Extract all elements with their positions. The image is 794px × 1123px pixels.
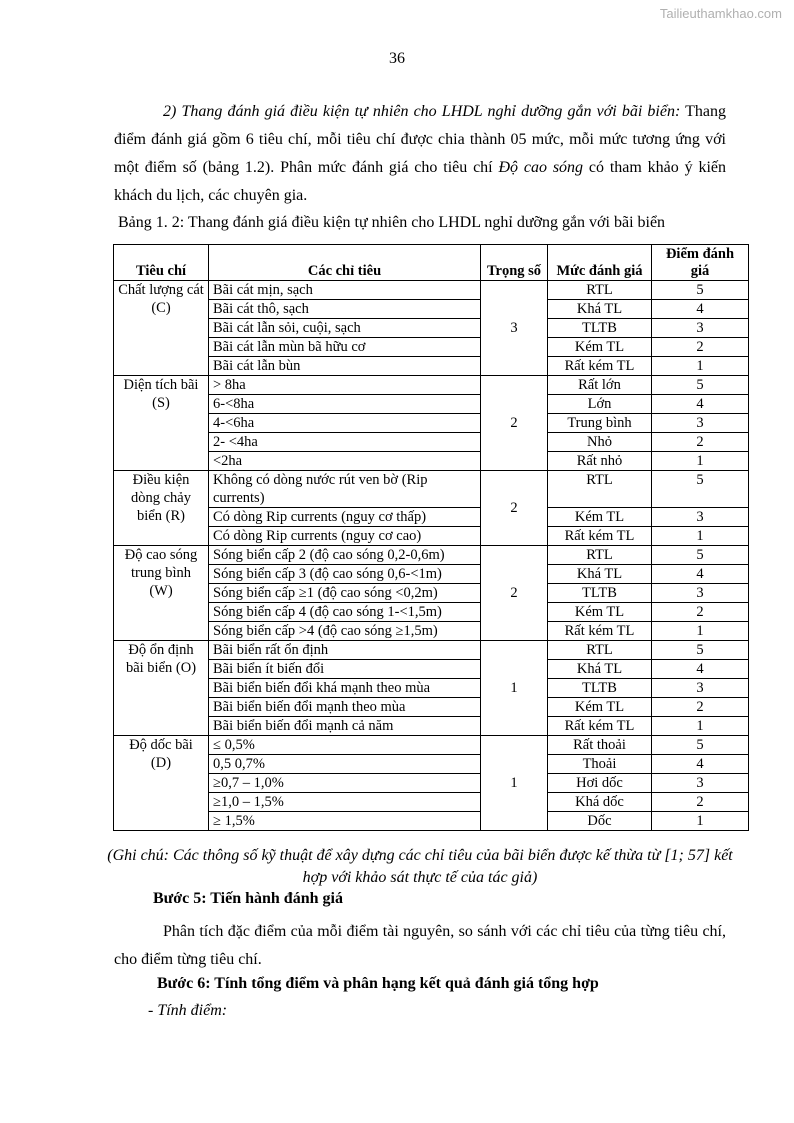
table-row (114, 527, 749, 546)
level-cell: Lớn (548, 395, 652, 414)
level-cell: Khá TL (548, 300, 652, 319)
score-cell: 1 (652, 527, 749, 546)
table-row (114, 319, 749, 338)
score-cell: 5 (652, 376, 749, 395)
score-cell: 1 (652, 357, 749, 376)
indicator-cell: ≤ 0,5% (209, 736, 481, 755)
step5-text: Phân tích đặc điểm của mỗi điểm tài nguyên, so sánh với các chỉ tiêu của từng tiêu chí, cho điểm từng tiêu chí. (114, 923, 726, 968)
header-weight: Trọng số (481, 245, 548, 281)
indicator-cell: Sóng biển cấp 3 (độ cao sóng 0,6-<1m) (209, 565, 481, 584)
intro-heading: 2) Thang đánh giá điều kiện tự nhiên cho LHDL nghỉ dưỡng gắn với bãi biển: (163, 103, 681, 120)
table-row (114, 508, 749, 527)
level-cell: Rất lớn (548, 376, 652, 395)
weight-cell: 2 (481, 471, 548, 546)
table-row (114, 755, 749, 774)
table-row (114, 414, 749, 433)
table-row (114, 812, 749, 831)
level-cell: TLTB (548, 319, 652, 338)
level-cell: Trung bình (548, 414, 652, 433)
level-cell: Khá TL (548, 565, 652, 584)
indicator-cell: Bãi biển biến đổi khá mạnh theo mùa (209, 679, 481, 698)
level-cell: Hơi dốc (548, 774, 652, 793)
page-number: 36 (389, 50, 405, 67)
criteria-table (113, 244, 749, 831)
score-cell: 3 (652, 774, 749, 793)
indicator-cell: 0,5 0,7% (209, 755, 481, 774)
criterion-cell: Độ dốc bãi (D) (114, 736, 209, 831)
score-cell: 5 (652, 546, 749, 565)
table-row (114, 281, 749, 300)
criterion-cell: Điều kiện dòng chảy biển (R) (114, 471, 209, 546)
table-row (114, 546, 749, 565)
level-cell: Dốc (548, 812, 652, 831)
table-header-row (114, 245, 749, 281)
indicator-cell: Bãi biển biến đổi mạnh theo mùa (209, 698, 481, 717)
indicator-cell: Bãi biển rất ổn định (209, 641, 481, 660)
header-indicators: Các chỉ tiêu (209, 245, 481, 281)
level-cell: Khá dốc (548, 793, 652, 812)
score-cell: 4 (652, 395, 749, 414)
indicator-cell: ≥0,7 – 1,0% (209, 774, 481, 793)
score-cell: 1 (652, 717, 749, 736)
score-cell: 5 (652, 641, 749, 660)
table-caption: Bảng 1. 2: Thang đánh giá điều kiện tự nhiên cho LHDL nghỉ dưỡng gắn với bãi biển (118, 214, 666, 231)
score-cell: 3 (652, 508, 749, 527)
intro-text-before: Thang điểm đánh giá gồm 6 tiêu chí, mỗi tiêu chí được chia thành 05 mức, mỗi mức tương ứng với một điểm số (bảng 1.2). Phân mức đánh giá cho tiêu chí (114, 103, 727, 176)
table-row (114, 300, 749, 319)
level-cell: Kém TL (548, 603, 652, 622)
indicator-cell: Sóng biển cấp 2 (độ cao sóng 0,2-0,6m) (209, 546, 481, 565)
criterion-cell: Chất lượng cát (C) (114, 281, 209, 376)
criterion-cell: Độ cao sóng trung bình (W) (114, 546, 209, 641)
indicator-cell: ≥1,0 – 1,5% (209, 793, 481, 812)
table-row (114, 698, 749, 717)
level-cell: Thoải (548, 755, 652, 774)
score-cell: 4 (652, 755, 749, 774)
level-cell: Kém TL (548, 508, 652, 527)
score-cell: 3 (652, 319, 749, 338)
indicator-cell: Bãi biển biến đổi mạnh cả năm (209, 717, 481, 736)
header-level: Mức đánh giá (548, 245, 652, 281)
indicator-cell: Sóng biển cấp >4 (độ cao sóng ≥1,5m) (209, 622, 481, 641)
table-row (114, 660, 749, 679)
indicator-cell: Bãi cát lẫn mùn bã hữu cơ (209, 338, 481, 357)
indicator-cell: Sóng biển cấp ≥1 (độ cao sóng <0,2m) (209, 584, 481, 603)
score-cell: 1 (652, 812, 749, 831)
level-cell: Rất nhỏ (548, 452, 652, 471)
score-cell: 2 (652, 338, 749, 357)
table-row (114, 717, 749, 736)
indicator-cell: Có dòng Rip currents (nguy cơ thấp) (209, 508, 481, 527)
table-row (114, 452, 749, 471)
intro-text-after: có tham khảo ý kiến khách du lịch, các chuyên gia. (114, 159, 727, 204)
level-cell: Rất kém TL (548, 717, 652, 736)
score-cell: 2 (652, 793, 749, 812)
level-cell: Nhỏ (548, 433, 652, 452)
step6-subitem: - Tính điểm: (148, 1002, 228, 1019)
intro-emphasis: Độ cao sóng (498, 159, 584, 176)
score-cell: 2 (652, 433, 749, 452)
indicator-cell: > 8ha (209, 376, 481, 395)
score-cell: 5 (652, 281, 749, 300)
indicator-cell: Bãi cát thô, sạch (209, 300, 481, 319)
header-score: Điểm đánh giá (652, 245, 749, 281)
table-body (114, 281, 749, 831)
level-cell: Rất kém TL (548, 357, 652, 376)
score-cell: 4 (652, 565, 749, 584)
level-cell: RTL (548, 281, 652, 300)
indicator-cell: Bãi biển ít biến đổi (209, 660, 481, 679)
score-cell: 2 (652, 603, 749, 622)
level-cell: RTL (548, 641, 652, 660)
intro-paragraph (114, 98, 726, 210)
table-row (114, 376, 749, 395)
score-cell: 3 (652, 414, 749, 433)
table-note: (Ghi chú: Các thông số kỹ thuật để xây dựng các chỉ tiêu của bãi biển được kế thừa từ [1; 57] kết hợp với khảo sát thực tế của tác giả) (107, 847, 733, 886)
score-cell: 4 (652, 300, 749, 319)
weight-cell: 1 (481, 641, 548, 736)
indicator-cell: Không có dòng nước rút ven bờ (Rip currents) (209, 471, 481, 508)
score-cell: 3 (652, 584, 749, 603)
table-row (114, 736, 749, 755)
level-cell: Khá TL (548, 660, 652, 679)
criterion-cell: Diện tích bãi (S) (114, 376, 209, 471)
step6-title: Bước 6: Tính tổng điểm và phân hạng kết quả đánh giá tổng hợp (157, 975, 599, 992)
table-row (114, 679, 749, 698)
indicator-cell: <2ha (209, 452, 481, 471)
indicator-cell: Bãi cát lẫn sỏi, cuội, sạch (209, 319, 481, 338)
watermark: Tailieuthamkhao.com (659, 6, 782, 21)
table-row (114, 433, 749, 452)
indicator-cell: 4-<6ha (209, 414, 481, 433)
score-cell: 4 (652, 660, 749, 679)
level-cell: TLTB (548, 584, 652, 603)
table-row (114, 471, 749, 508)
indicator-cell: Có dòng Rip currents (nguy cơ cao) (209, 527, 481, 546)
score-cell: 2 (652, 698, 749, 717)
table-row (114, 338, 749, 357)
indicator-cell: 6-<8ha (209, 395, 481, 414)
indicator-cell: ≥ 1,5% (209, 812, 481, 831)
score-cell: 1 (652, 452, 749, 471)
indicator-cell: 2- <4ha (209, 433, 481, 452)
header-criterion: Tiêu chí (114, 245, 209, 281)
score-cell: 1 (652, 622, 749, 641)
step5-title: Bước 5: Tiến hành đánh giá (153, 890, 343, 907)
level-cell: RTL (548, 546, 652, 565)
score-cell: 3 (652, 679, 749, 698)
table-row (114, 603, 749, 622)
weight-cell: 1 (481, 736, 548, 831)
level-cell: TLTB (548, 679, 652, 698)
criterion-cell: Độ ổn định bãi biển (O) (114, 641, 209, 736)
level-cell: Kém TL (548, 338, 652, 357)
score-cell: 5 (652, 736, 749, 755)
table-row (114, 793, 749, 812)
table-row (114, 565, 749, 584)
level-cell: Kém TL (548, 698, 652, 717)
weight-cell: 2 (481, 546, 548, 641)
weight-cell: 2 (481, 376, 548, 471)
level-cell: RTL (548, 471, 652, 508)
level-cell: Rất kém TL (548, 527, 652, 546)
score-cell: 5 (652, 471, 749, 508)
table-row (114, 395, 749, 414)
table-row (114, 622, 749, 641)
indicator-cell: Bãi cát mịn, sạch (209, 281, 481, 300)
indicator-cell: Sóng biển cấp 4 (độ cao sóng 1-<1,5m) (209, 603, 481, 622)
table-row (114, 357, 749, 376)
table-row (114, 641, 749, 660)
indicator-cell: Bãi cát lẫn bùn (209, 357, 481, 376)
level-cell: Rất kém TL (548, 622, 652, 641)
table-row (114, 584, 749, 603)
level-cell: Rất thoải (548, 736, 652, 755)
table-row (114, 774, 749, 793)
weight-cell: 3 (481, 281, 548, 376)
